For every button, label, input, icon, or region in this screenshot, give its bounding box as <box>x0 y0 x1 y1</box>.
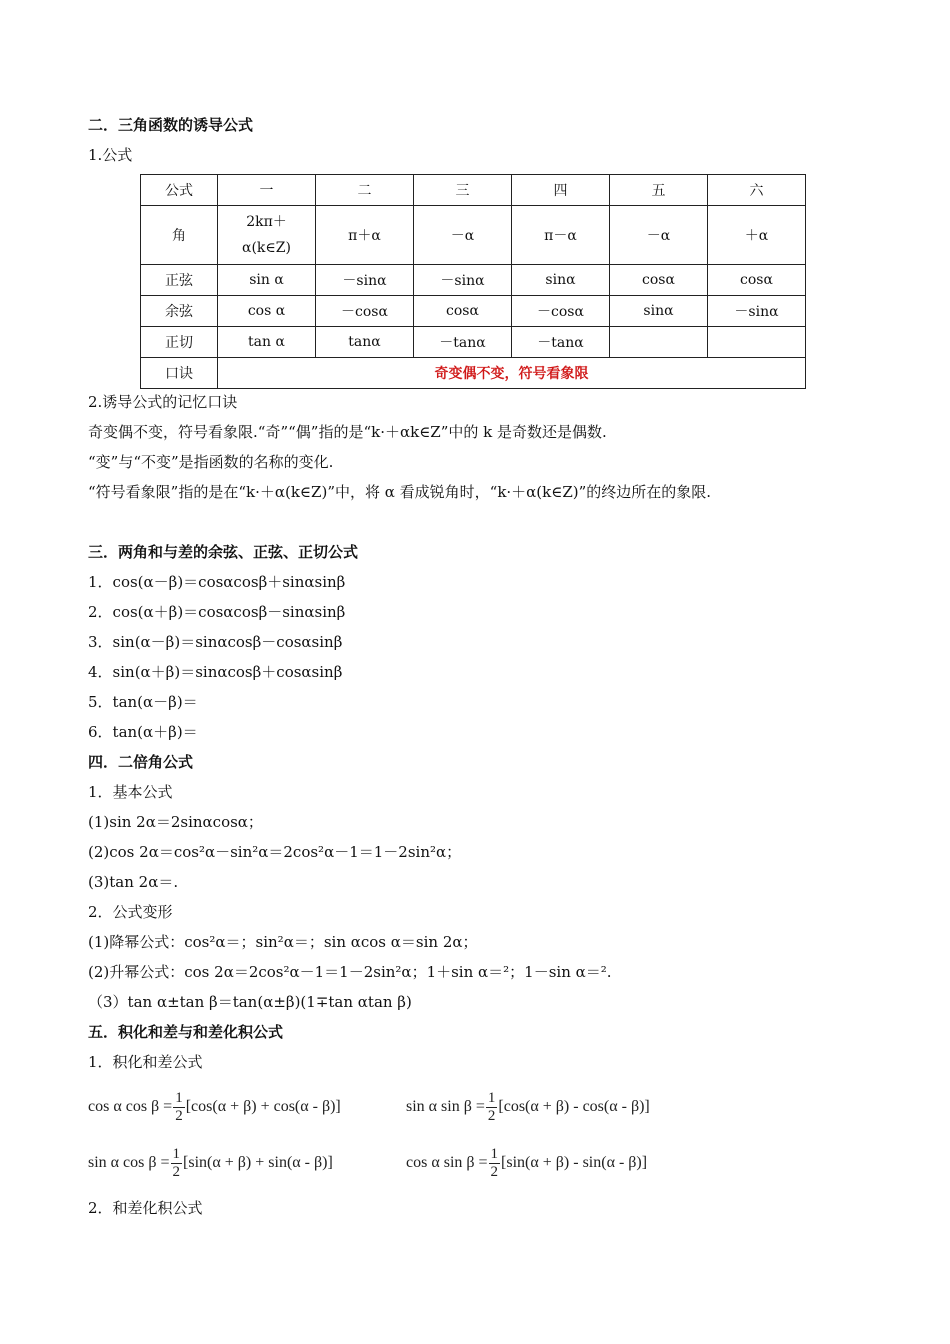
table-row <box>141 206 806 265</box>
table-cell: －cosα <box>316 296 414 327</box>
formula-rhs: [cos(α + β) + cos(α - β)] <box>185 1098 341 1115</box>
formula-lhs: sin α sin β = <box>406 1098 485 1115</box>
formula-rhs: [sin(α + β) - sin(α - β)] <box>501 1154 648 1171</box>
double-angle-formula: (3)tan 2α＝. <box>88 873 179 891</box>
mnemonic-line: “符号看象限”指的是在“k·＋α(k∈Z)”中，将 α 看成锐角时，“k·＋α(k∈Z)”的终边所在的象限. <box>88 483 712 501</box>
table-cell: －sinα <box>414 265 512 296</box>
table-cell: sin α <box>218 265 316 296</box>
table-cell <box>708 327 806 358</box>
table-cell: －sinα <box>708 296 806 327</box>
table-cell: sinα <box>512 265 610 296</box>
table-header-cell: 一 <box>218 175 316 206</box>
fraction <box>171 1146 183 1181</box>
fraction-denominator: 2 <box>172 1163 181 1180</box>
table-row <box>141 175 806 206</box>
table-header-cell: 二 <box>316 175 414 206</box>
table-row <box>141 265 806 296</box>
sum-to-product-subheading: 2．和差化积公式 <box>88 1199 203 1217</box>
fraction-numerator: 1 <box>487 1089 496 1106</box>
mnemonic-line: “变”与“不变”是指函数的名称的变化. <box>88 453 334 471</box>
table-cell: cos α <box>218 296 316 327</box>
table-cell: cosα <box>414 296 512 327</box>
sum-diff-formula: 6．tan(α＋β)＝ <box>88 723 198 741</box>
document-page <box>88 114 828 1219</box>
formula-lhs: cos α cos β = <box>88 1098 173 1115</box>
variant-subheading: 2．公式变形 <box>88 903 173 921</box>
fraction <box>489 1146 501 1181</box>
formula-lhs: sin α cos β = <box>88 1154 170 1171</box>
induction-formula-table <box>140 174 806 389</box>
table-cell <box>610 327 708 358</box>
sum-diff-formula: 5．tan(α－β)＝ <box>88 693 198 711</box>
formula-rhs: [cos(α + β) - cos(α - β)] <box>498 1098 650 1115</box>
fraction <box>486 1090 498 1125</box>
table-header-cell: 公式 <box>141 175 218 206</box>
table-cell: －cosα <box>512 296 610 327</box>
table-row <box>141 327 806 358</box>
product-to-sum-formula <box>88 1146 406 1181</box>
table-cell: tanα <box>316 327 414 358</box>
row-label: 正切 <box>141 327 218 358</box>
table-cell: －α <box>610 206 708 265</box>
table-cell: cosα <box>708 265 806 296</box>
table-header-cell: 五 <box>610 175 708 206</box>
formula-rhs: [sin(α + β) + sin(α - β)] <box>183 1154 333 1171</box>
row-label: 余弦 <box>141 296 218 327</box>
table-header-cell: 三 <box>414 175 512 206</box>
row-label: 正弦 <box>141 265 218 296</box>
table-cell: －α <box>414 206 512 265</box>
table-header-cell: 六 <box>708 175 806 206</box>
table-header-cell: 四 <box>512 175 610 206</box>
fraction-denominator: 2 <box>175 1107 183 1124</box>
table-cell: sinα <box>610 296 708 327</box>
product-to-sum-formula <box>406 1146 647 1181</box>
variant-formula: （3）tan α±tan β＝tan(α±β)(1∓tan αtan β) <box>88 993 412 1011</box>
formula-lhs: cos α sin β = <box>406 1154 488 1171</box>
basic-formula-subheading: 1．基本公式 <box>88 783 173 801</box>
formula-row <box>88 1135 828 1191</box>
table-cell: －sinα <box>316 265 414 296</box>
fraction-numerator: 1 <box>490 1145 499 1162</box>
row-label: 角 <box>141 206 218 265</box>
variant-formula: (2)升幂公式：cos 2α＝2cos²α－1＝1－2sin²α；1＋sin α＝²；1－sin α＝². <box>88 963 612 981</box>
table-row <box>141 358 806 389</box>
double-angle-formula: (1)sin 2α＝2sinαcosα； <box>88 813 263 831</box>
table-cell: tan α <box>218 327 316 358</box>
angle-line-1: 2kπ＋ <box>246 214 287 230</box>
row-label: 口诀 <box>141 358 218 389</box>
section-4-heading: 四．二倍角公式 <box>88 753 194 771</box>
variant-formula: (1)降幂公式：cos²α＝；sin²α＝；sin αcos α＝sin 2α； <box>88 933 478 951</box>
fraction-numerator: 1 <box>175 1089 183 1106</box>
rhyme-cell: 奇变偶不变，符号看象限 <box>218 358 806 389</box>
sum-diff-formula: 1．cos(α－β)＝cosαcosβ＋sinαsinβ <box>88 573 346 591</box>
fraction-denominator: 2 <box>487 1107 496 1124</box>
formula-row <box>88 1079 828 1135</box>
product-to-sum-subheading: 1．积化和差公式 <box>88 1053 203 1071</box>
sum-diff-formula: 2．cos(α＋β)＝cosαcosβ－sinαsinβ <box>88 603 346 621</box>
table-cell: ＋α <box>708 206 806 265</box>
sum-diff-formula: 3．sin(α－β)＝sinαcosβ－cosαsinβ <box>88 633 343 651</box>
sum-diff-formula: 4．sin(α＋β)＝sinαcosβ＋cosαsinβ <box>88 663 343 681</box>
double-angle-formula: (2)cos 2α＝cos²α－sin²α＝2cos²α－1＝1－2sin²α； <box>88 843 462 861</box>
mnemonic-line: 奇变偶不变，符号看象限.“奇”“偶”指的是“k·＋αk∈Z”中的 k 是奇数还是偶数. <box>88 423 607 441</box>
fraction-denominator: 2 <box>490 1163 499 1180</box>
product-to-sum-formula <box>88 1090 406 1125</box>
angle-line-2: α(k∈Z) <box>242 240 291 256</box>
table-cell: π＋α <box>316 206 414 265</box>
mnemonic-subheading: 2.诱导公式的记忆口诀 <box>88 393 238 411</box>
section-3-heading: 三．两角和与差的余弦、正弦、正切公式 <box>88 543 359 561</box>
table-row <box>141 296 806 327</box>
fraction-numerator: 1 <box>172 1145 181 1162</box>
section-5-heading: 五．积化和差与和差化积公式 <box>88 1023 284 1041</box>
product-to-sum-formula <box>406 1090 650 1125</box>
table-cell <box>218 206 316 265</box>
table-cell: cosα <box>610 265 708 296</box>
fraction <box>173 1090 185 1125</box>
formula-subheading: 1.公式 <box>88 146 133 164</box>
section-2-heading: 二．三角函数的诱导公式 <box>88 116 254 134</box>
table-cell: －tanα <box>414 327 512 358</box>
table-cell: π－α <box>512 206 610 265</box>
table-cell: －tanα <box>512 327 610 358</box>
